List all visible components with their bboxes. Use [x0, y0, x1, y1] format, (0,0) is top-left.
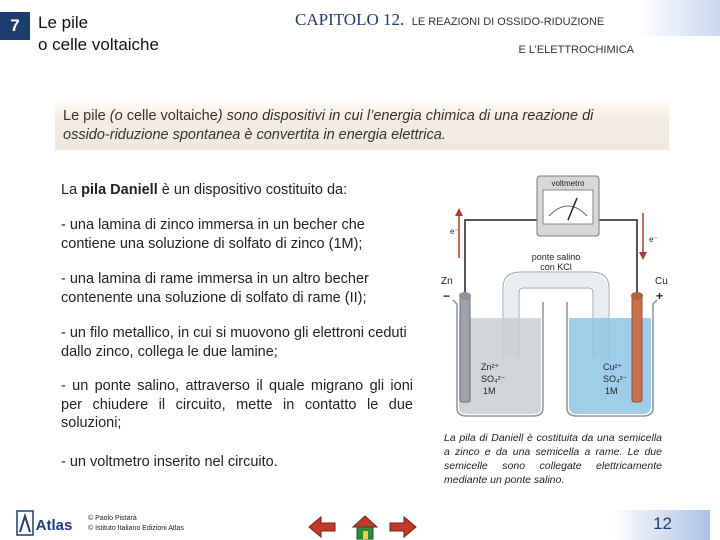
intro-post: è un dispositivo costituito da:: [161, 182, 348, 198]
voltmeter-label: voltmetro: [551, 179, 585, 188]
chapter-subtitle-line-1: LE REAZIONI DI OSSIDO-RIDUZIONE: [411, 16, 605, 28]
left-ion-2: SO₄²⁻: [481, 374, 506, 384]
daniell-cell-diagram: [437, 168, 677, 420]
right-concentration: 1M: [605, 386, 618, 396]
copper-sign: +: [656, 289, 664, 303]
arrow-left-icon[interactable]: [305, 512, 339, 540]
list-item-copper: - una lamina di rame immersa in un altro becher contenente una soluzione di solfato di rame (II);: [61, 271, 369, 306]
page-number: 12: [653, 514, 672, 533]
electron-label-left: e⁻: [450, 227, 459, 236]
list-item-zinc: - una lamina di zinco immersa in un becher che contiene una soluzione di solfato di zinco (1M);: [61, 217, 365, 252]
definition-paren: (o: [109, 108, 123, 124]
copper-terminal: [631, 292, 643, 300]
intro-bold: pila Daniell: [81, 182, 158, 198]
title-line-1: Le pile: [38, 13, 89, 32]
page-number-badge: [612, 510, 710, 540]
zinc-terminal: [459, 292, 471, 300]
credits: [88, 514, 184, 533]
atlas-logo: [16, 508, 78, 538]
chapter-heading: [295, 10, 604, 30]
chapter-label: CAPITOLO 12.: [295, 10, 405, 29]
salt-bridge-label-2: con KCl: [540, 262, 572, 272]
left-concentration: 1M: [483, 386, 496, 396]
definition-box: [55, 98, 669, 150]
list-item-voltmeter: - un voltmetro inserito nel circuito.: [61, 454, 278, 470]
copper-plate: [632, 294, 642, 402]
intro-text: [61, 181, 413, 200]
left-solution: [459, 318, 541, 414]
list-item-wire: - un filo metallico, in cui si muovono gli elettroni ceduti dallo zinco, collega le due lamine;: [61, 325, 407, 360]
list-item-salt-bridge: - un ponte salino, attraverso il quale migrano gli ioni per chiudere il circuito, mette in contatto le due soluzioni;: [61, 378, 413, 431]
right-ion-1: Cu²⁺: [603, 362, 623, 372]
definition-line-1: [63, 107, 661, 126]
logo-text: Atlas: [35, 517, 73, 534]
definition-term-pile: Le pile: [63, 108, 106, 124]
definition-line-2: ossido-riduzione spontanea è convertita in energia elettrica.: [63, 127, 446, 143]
page-title: [38, 12, 159, 56]
copper-label: Cu: [655, 276, 668, 287]
title-line-2: o celle voltaiche: [38, 35, 159, 54]
credit-author: © Paolo Pistarà: [88, 515, 137, 522]
left-ion-1: Zn²⁺: [481, 362, 500, 372]
electron-arrow-right-head: [639, 252, 647, 260]
definition-term-celle: celle voltaiche: [126, 108, 218, 124]
electron-arrow-left-head: [455, 208, 463, 216]
arrow-right-icon[interactable]: [386, 512, 420, 540]
zinc-label: Zn: [441, 276, 453, 287]
section-number: 7: [0, 12, 30, 40]
home-icon[interactable]: [348, 512, 382, 540]
header-corner-decoration: [638, 0, 720, 36]
chapter-subtitle-line-2: E L’ELETTROCHIMICA: [518, 44, 634, 56]
zinc-plate: [460, 294, 470, 402]
credit-publisher: © Istituto Italiano Edizioni Atlas: [88, 524, 184, 532]
salt-bridge-label-1: ponte salino: [531, 252, 581, 262]
diagram-caption: La pila di Daniell è costituita da una semicella a zinco e da una semicella a rame. Le due semicelle sono collegate elettricamente mediante un ponte salino.: [444, 432, 662, 486]
right-ion-2: SO₄²⁻: [603, 374, 628, 384]
definition-rest-1: ) sono dispositivi in cui l’energia chimica di una reazione di: [217, 108, 594, 124]
electron-label-right: e⁻: [649, 235, 658, 244]
zinc-sign: −: [443, 289, 451, 303]
intro-pre: La: [61, 182, 78, 198]
